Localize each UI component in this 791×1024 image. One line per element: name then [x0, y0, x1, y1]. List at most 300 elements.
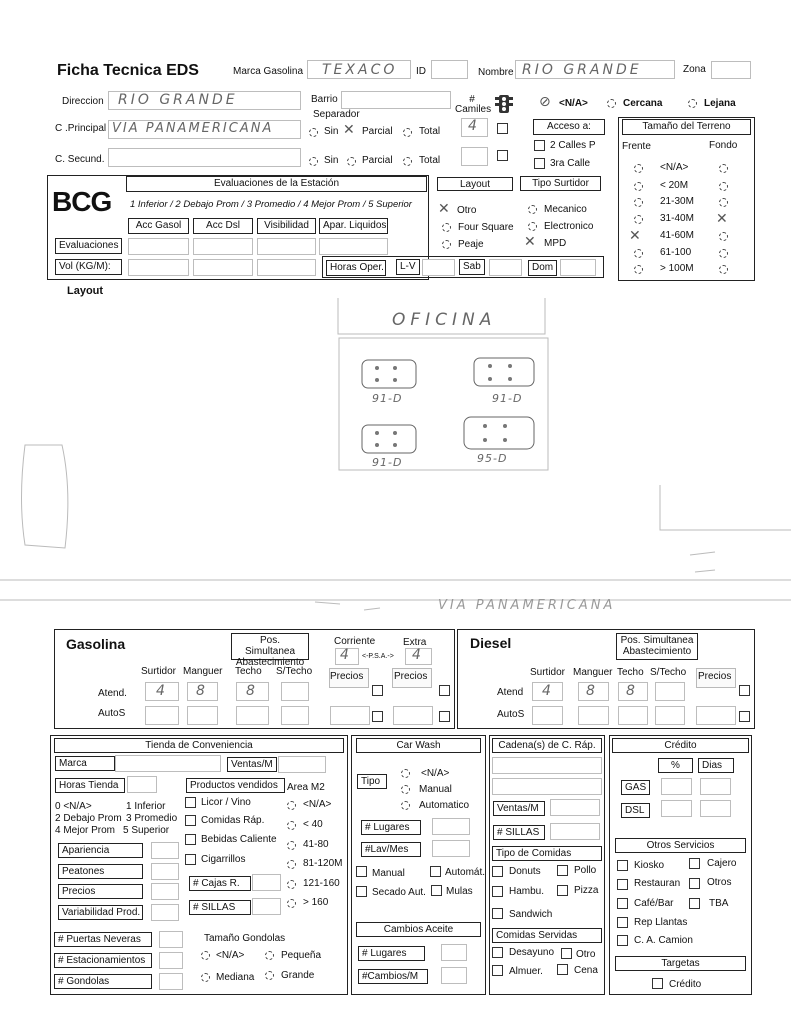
eval-apar-field[interactable] — [319, 238, 388, 255]
carwash-lugares-label: # Lugares — [361, 820, 421, 835]
tienda-sillas-field[interactable] — [252, 898, 281, 915]
producto-label-0: Licor / Vino — [201, 797, 251, 808]
horas-label: Horas Oper. — [326, 260, 386, 276]
scale-4: 4 Mejor Prom — [55, 825, 116, 836]
carwash-lav-label: #Lav/Mes — [361, 842, 421, 857]
psa-label: <-P.S.A.-> — [362, 653, 394, 660]
otros-title: Otros Servicios — [615, 838, 746, 853]
vol-acc-dsl-field[interactable] — [193, 259, 253, 276]
sab-label: Sab — [459, 259, 485, 275]
horas-tienda-label: Horas Tienda — [55, 778, 125, 793]
area-radio-0[interactable] — [287, 801, 296, 810]
tercera-check[interactable] — [534, 158, 545, 169]
cw-mulas-check[interactable] — [431, 885, 442, 896]
barrio-field[interactable] — [341, 91, 451, 109]
g-precios-extra-check[interactable] — [439, 685, 450, 696]
carwash-tipo-label: Tipo — [357, 774, 387, 789]
area-radio-5[interactable] — [287, 899, 296, 908]
cw-auto-label: Automát. — [445, 867, 486, 878]
frente-radio-6[interactable] — [634, 265, 643, 274]
na-mark[interactable]: ⊘ — [539, 94, 551, 110]
cw-manual-check[interactable] — [356, 866, 367, 877]
frente-radio-1[interactable] — [634, 182, 643, 191]
layout-title: Layout — [437, 177, 513, 191]
hambu-check[interactable] — [492, 886, 503, 897]
pump-3-label: 91-D — [372, 456, 403, 469]
pump-4-label: 95-D — [477, 452, 508, 465]
d-atend-manguer-value: 8 — [586, 683, 598, 699]
g-col-techo: Techo — [235, 666, 262, 677]
cw-manual-label: Manual — [372, 868, 405, 879]
secund-camiles-check[interactable] — [497, 150, 508, 161]
eval-acc-dsl-field[interactable] — [193, 238, 253, 255]
na-label: <N/A> — [559, 98, 588, 109]
pizza-check[interactable] — [557, 885, 568, 896]
evaluaciones-scale: 1 Inferior / 2 Debajo Prom / 3 Promedio / 4 Mejor Prom / 5 Superior — [130, 199, 412, 210]
d-col-manguer: Manguer — [573, 667, 613, 678]
principal-total-radio[interactable] — [403, 128, 412, 137]
area-label-3: 81-120M — [303, 858, 343, 869]
principal-sin-radio[interactable] — [309, 128, 318, 137]
credito-gas-pct[interactable] — [661, 778, 692, 795]
layout-otro-mark[interactable]: ✕ — [438, 201, 450, 217]
g-col-stecho: S/Techo — [276, 666, 313, 677]
area-radio-2[interactable] — [287, 841, 296, 850]
separador-label: Separador — [313, 109, 360, 120]
layout-four-label: Four Square — [458, 222, 514, 233]
scale-2: 2 Debajo Prom — [55, 813, 122, 824]
gasolina-pos-label: Pos. Simultanea Abastecimiento — [231, 633, 309, 660]
tienda-eval-field-1[interactable] — [151, 863, 179, 880]
producto-label-2: Bebidas Caliente — [201, 834, 277, 845]
tercera-label: 3ra Calle — [550, 158, 591, 169]
donuts-check[interactable] — [492, 866, 503, 877]
credito-gas-dias[interactable] — [700, 778, 731, 795]
g-atend-surtidor-value: 4 — [156, 683, 168, 699]
pizza-label: Pizza — [574, 885, 599, 896]
id-field[interactable] — [431, 60, 468, 79]
otros-label-3: Otros — [707, 877, 732, 888]
terreno-option-1: < 20M — [660, 180, 689, 191]
oficina-label: OFICINA — [392, 310, 497, 330]
tienda-eval-label-0: Apariencia — [58, 843, 143, 858]
carwash-na-label: <N/A> — [421, 768, 450, 779]
cena-check[interactable] — [557, 964, 568, 975]
otros-label-2: Restauran — [634, 878, 681, 889]
sandwich-label: Sandwich — [509, 909, 553, 920]
cadenas-title: Cadena(s) de C. Ráp. — [492, 738, 602, 753]
dom-label: Dom — [528, 260, 557, 276]
calles-check[interactable] — [534, 140, 545, 151]
scale-3: 3 Promedio — [126, 813, 178, 824]
cw-auto-check[interactable] — [430, 866, 441, 877]
sab-field[interactable] — [489, 259, 522, 276]
cadenas-sillas-field[interactable] — [550, 823, 600, 840]
fondo-radio-2[interactable] — [719, 198, 728, 207]
bcg-logo: BCG — [52, 186, 112, 217]
tienda-eval-label-3: Variabilidad Prod. — [58, 905, 143, 920]
principal-value: VIA PANAMERICANA — [112, 121, 274, 136]
principal-parcial-label: Parcial — [362, 126, 393, 137]
g-atend-techo-value: 8 — [246, 683, 258, 699]
area-label-4: 121-160 — [303, 878, 340, 889]
producto-label-1: Comidas Ráp. — [201, 815, 265, 826]
aceite-lugares-field[interactable] — [441, 944, 467, 961]
fondo-label: Fondo — [709, 140, 738, 151]
corriente-label: Corriente — [334, 636, 376, 647]
id-label: ID — [416, 66, 426, 77]
fondo-mark-3[interactable]: ✕ — [716, 211, 728, 227]
tienda-count-label-0: # Puertas Neveras — [54, 932, 152, 947]
aceite-lugares-label: # Lugares — [358, 946, 425, 961]
d-col-techo: Techo — [617, 667, 644, 678]
g-atend-label: Atend. — [98, 688, 127, 699]
otros-label-4: Café/Bar — [634, 898, 674, 909]
eval-acc-gasol-field[interactable] — [128, 238, 189, 255]
almuer-check[interactable] — [492, 965, 503, 976]
layout-otro-label: Otro — [457, 205, 477, 216]
d-autos-stecho[interactable] — [655, 706, 685, 725]
d-precios-label: Precios — [698, 671, 732, 682]
cercana-label: Cercana — [623, 98, 663, 109]
frente-radio-2[interactable] — [634, 198, 643, 207]
carwash-auto-radio[interactable] — [401, 801, 410, 810]
traffic-light-icon — [495, 94, 513, 114]
secund-parcial-label: Parcial — [362, 155, 393, 166]
surtidor-electronico-radio[interactable] — [528, 222, 537, 231]
camiles-value: 4 — [468, 118, 480, 134]
area-radio-4[interactable] — [287, 880, 296, 889]
fondo-radio-0[interactable] — [719, 164, 728, 173]
fondo-radio-4[interactable] — [719, 232, 728, 241]
g-col-manguer: Manguer — [183, 666, 223, 677]
secund-camiles-field[interactable] — [461, 147, 488, 166]
terreno-option-2: 21-30M — [660, 196, 694, 207]
direccion-value: RIO GRANDE — [118, 92, 238, 108]
frente-radio-0[interactable] — [634, 164, 643, 173]
layout-four-radio[interactable] — [442, 223, 451, 232]
credito-dias-label: Dias — [698, 758, 734, 773]
scale-5: 5 Superior — [123, 825, 170, 836]
tipo-comidas-label: Tipo de Comidas — [492, 846, 602, 861]
producto-label-3: Cigarrillos — [201, 854, 246, 865]
carwash-auto-label: Automatico — [419, 800, 470, 811]
lejana-label: Lejana — [704, 98, 736, 109]
gondola-mediana-label: Mediana — [216, 972, 255, 983]
g-autos-check-1[interactable] — [372, 711, 383, 722]
surtidor-mecanico-label: Mecanico — [544, 204, 587, 215]
credito-card-check[interactable] — [652, 978, 663, 989]
otros-label-7: C. A. Camion — [634, 935, 693, 946]
g-autos-techo[interactable] — [236, 706, 269, 725]
fondo-radio-6[interactable] — [719, 265, 728, 274]
barrio-label: Barrio — [311, 94, 338, 105]
producto-check-0[interactable] — [185, 797, 196, 808]
frente-radio-3[interactable] — [634, 215, 643, 224]
terreno-title: Tamaño del Terreno — [622, 119, 751, 135]
aceite-title: Cambios Aceite — [356, 922, 481, 937]
layout-peaje-radio[interactable] — [442, 240, 451, 249]
g-autos-check-2[interactable] — [439, 711, 450, 722]
surtidor-electronico-label: Electronico — [544, 221, 594, 232]
horas-tienda-field[interactable] — [127, 776, 157, 793]
carwash-title: Car Wash — [356, 738, 481, 753]
producto-check-2[interactable] — [185, 834, 196, 845]
nombre-label: Nombre — [478, 67, 514, 78]
acceso-label: Acceso a: — [533, 119, 605, 135]
otro-check[interactable] — [561, 948, 572, 959]
col-apar-liquidos: Apar. Liquidos — [319, 218, 388, 234]
terreno-option-3: 31-40M — [660, 213, 694, 224]
marca-gasolina-value: TEXACO — [322, 62, 398, 78]
otros-check-6[interactable] — [617, 917, 628, 928]
otros-label-0: Kiosko — [634, 860, 665, 871]
tienda-count-label-2: # Gondolas — [54, 974, 152, 989]
sandwich-check[interactable] — [492, 908, 503, 919]
row-evaluaciones: Evaluaciones — [55, 238, 122, 254]
d-autos-label: AutoS — [497, 709, 525, 720]
g-autos-label: AutoS — [98, 708, 126, 719]
dom-field[interactable] — [560, 259, 596, 276]
diesel-title: Diesel — [470, 635, 512, 651]
tienda-eval-field-0[interactable] — [151, 842, 179, 859]
credito-pct-label: % — [658, 758, 693, 773]
camiles-label: # Camiles — [455, 94, 492, 115]
almuer-label: Almuer. — [509, 966, 543, 977]
carwash-na-radio[interactable] — [401, 769, 410, 778]
d-col-surtidor: Surtidor — [530, 667, 566, 678]
scale-0: 0 <N/A> — [55, 801, 92, 812]
cw-mulas-label: Mulas — [446, 886, 473, 897]
otros-check-4[interactable] — [617, 898, 628, 909]
servidas-label: Comidas Servidas — [492, 928, 602, 943]
pump-2-label: 91-D — [492, 392, 523, 405]
surtidor-mpd-label: MPD — [544, 238, 567, 249]
vol-acc-gasol-field[interactable] — [128, 259, 189, 276]
tienda-eval-label-1: Peatones — [58, 864, 143, 879]
d-autos-manguer[interactable] — [578, 706, 609, 725]
gondola-na-radio[interactable] — [201, 951, 210, 960]
hambu-label: Hambu. — [509, 886, 545, 897]
credito-dsl-label: DSL — [621, 803, 650, 818]
zona-label: Zona — [683, 64, 706, 75]
terreno-option-5: 61-100 — [660, 247, 692, 258]
area-label: Area M2 — [287, 782, 325, 793]
gondolas-title: Tamaño Gondolas — [204, 933, 286, 944]
corriente-value: 4 — [340, 647, 352, 663]
fondo-radio-5[interactable] — [719, 249, 728, 258]
tienda-ventas-label: Ventas/M — [227, 757, 277, 772]
area-label-5: > 160 — [303, 897, 329, 908]
principal-parcial-mark[interactable]: ✕ — [343, 122, 355, 138]
aceite-cambios-field[interactable] — [441, 967, 467, 984]
eval-visibilidad-field[interactable] — [257, 238, 316, 255]
cadenas-name-field-2[interactable] — [492, 778, 602, 795]
d-col-stecho: S/Techo — [650, 667, 687, 678]
d-autos-check[interactable] — [739, 711, 750, 722]
area-label-0: <N/A> — [303, 799, 332, 810]
cena-label: Cena — [574, 965, 598, 976]
carwash-lugares-field[interactable] — [432, 818, 470, 835]
tienda-eval-field-2[interactable] — [151, 883, 179, 900]
col-acc-dsl: Acc Dsl — [193, 218, 253, 234]
gondola-mediana-radio[interactable] — [201, 973, 210, 982]
principal-total-label: Total — [419, 126, 441, 137]
gondola-grande-label: Grande — [281, 970, 315, 981]
surtidor-title: Tipo Surtidor — [520, 176, 601, 191]
lv-label: L-V — [396, 259, 420, 275]
lejana-radio[interactable] — [688, 99, 697, 108]
d-autos-precio[interactable] — [696, 706, 736, 725]
d-atend-stecho[interactable] — [655, 682, 685, 701]
scale-1: 1 Inferior — [126, 801, 166, 812]
area-label-2: 41-80 — [303, 839, 329, 850]
tienda-count-field-2[interactable] — [159, 973, 183, 990]
otros-check-7[interactable] — [617, 935, 628, 946]
d-autos-surtidor[interactable] — [532, 706, 563, 725]
secund-sin-radio[interactable] — [309, 157, 318, 166]
tienda-marca-field[interactable] — [115, 755, 221, 772]
g-atend-stecho[interactable] — [281, 682, 309, 701]
secund-field[interactable] — [108, 148, 301, 167]
nombre-value: RIO GRANDE — [522, 62, 642, 78]
g-autos-precio-1[interactable] — [330, 706, 370, 725]
d-autos-techo[interactable] — [618, 706, 648, 725]
extra-label: Extra — [403, 637, 427, 648]
g-autos-surtidor[interactable] — [145, 706, 179, 725]
desayuno-check[interactable] — [492, 947, 503, 958]
tienda-title: Tienda de Conveniencia — [54, 738, 344, 753]
gondola-pequena-label: Pequeña — [281, 950, 322, 961]
area-label-1: < 40 — [303, 819, 323, 830]
secund-total-radio[interactable] — [403, 157, 412, 166]
lv-field[interactable] — [422, 259, 455, 276]
frente-radio-5[interactable] — [634, 249, 643, 258]
tienda-marca-label: Marca — [55, 756, 115, 771]
carwash-lav-field[interactable] — [432, 840, 470, 857]
productos-label: Productos vendidos — [186, 778, 285, 793]
secund-parcial-radio[interactable] — [347, 157, 356, 166]
pollo-label: Pollo — [574, 865, 597, 876]
tienda-eval-field-3[interactable] — [151, 904, 179, 921]
cadenas-ventas-field[interactable] — [550, 799, 600, 816]
terreno-option-4: 41-60M — [660, 230, 694, 241]
vol-visibilidad-field[interactable] — [257, 259, 316, 276]
credito-dsl-pct[interactable] — [661, 800, 692, 817]
tienda-ventas-field[interactable] — [278, 756, 326, 773]
g-autos-precio-2[interactable] — [393, 706, 433, 725]
d-atend-surtidor-value: 4 — [542, 683, 554, 699]
donuts-label: Donuts — [509, 866, 541, 877]
pollo-check[interactable] — [557, 865, 568, 876]
otros-label-1: Cajero — [707, 858, 737, 869]
g-precios-corriente-check[interactable] — [372, 685, 383, 696]
otros-check-3[interactable] — [689, 878, 700, 889]
secund-sin-label: Sin — [324, 155, 339, 166]
otros-check-5[interactable] — [689, 898, 700, 909]
credito-title: Crédito — [612, 738, 749, 753]
surtidor-mecanico-radio[interactable] — [528, 205, 537, 214]
otros-check-2[interactable] — [617, 879, 628, 890]
producto-check-1[interactable] — [185, 815, 196, 826]
area-radio-3[interactable] — [287, 860, 296, 869]
cw-secado-check[interactable] — [356, 886, 367, 897]
principal-sin-label: Sin — [324, 126, 339, 137]
pump-1-label: 91-D — [372, 392, 403, 405]
credito-dsl-dias[interactable] — [700, 800, 731, 817]
g-precios-label-1: Precios — [330, 671, 364, 682]
diesel-pos-label: Pos. Simultanea Abastecimiento — [616, 633, 698, 660]
terreno-option-6: > 100M — [660, 263, 694, 274]
tienda-count-field-0[interactable] — [159, 931, 183, 948]
layout-section-label: Layout — [67, 285, 104, 297]
carwash-manual-radio[interactable] — [401, 785, 410, 794]
otros-check-1[interactable] — [689, 858, 700, 869]
d-atend-label: Atend — [497, 687, 524, 698]
area-radio-1[interactable] — [287, 821, 296, 830]
desayuno-label: Desayuno — [509, 947, 555, 958]
tienda-count-label-1: # Estacionamientos — [54, 953, 152, 968]
page-title: Ficha Tecnica EDS — [57, 62, 199, 79]
cadenas-ventas-label: Ventas/M — [493, 801, 545, 816]
cadenas-name-field[interactable] — [492, 757, 602, 774]
otros-label-5: TBA — [709, 898, 729, 909]
fondo-radio-1[interactable] — [719, 182, 728, 191]
otros-check-0[interactable] — [617, 860, 628, 871]
carwash-manual-label: Manual — [419, 784, 452, 795]
d-atend-techo-value: 8 — [626, 683, 638, 699]
calles-label: 2 Calles P — [550, 140, 596, 151]
cadenas-sillas-label: # SILLAS — [493, 825, 545, 840]
layout-peaje-label: Peaje — [458, 239, 484, 250]
direccion-label: Direccion — [62, 96, 104, 107]
camiles-check[interactable] — [497, 123, 508, 134]
g-precios-label-2: Precios — [394, 671, 428, 682]
producto-check-3[interactable] — [185, 854, 196, 865]
frente-mark-4[interactable]: ✕ — [629, 228, 641, 244]
secund-total-label: Total — [419, 155, 441, 166]
surtidor-mpd-mark[interactable]: ✕ — [524, 234, 536, 250]
otro-label: Otro — [576, 949, 596, 960]
g-autos-manguer[interactable] — [187, 706, 218, 725]
credito-card-label: Crédito — [669, 979, 702, 990]
principal-label: C .Principal — [55, 123, 107, 134]
cercana-radio[interactable] — [607, 99, 616, 108]
tarjetas-title: Targetas — [615, 956, 746, 971]
evaluaciones-title: Evaluaciones de la Estación — [126, 176, 427, 192]
cw-secado-label: Secado Aut. — [372, 887, 426, 898]
marca-gasolina-label: Marca Gasolina — [233, 66, 304, 77]
g-atend-manguer-value: 8 — [196, 683, 208, 699]
terreno-option-0: <N/A> — [660, 162, 689, 173]
tienda-count-field-1[interactable] — [159, 952, 183, 969]
g-autos-stecho[interactable] — [281, 706, 309, 725]
col-visibilidad: Visibilidad — [257, 218, 316, 234]
cajas-field[interactable] — [252, 874, 281, 891]
otros-label-6: Rep Llantas — [634, 917, 688, 928]
secund-label: C. Secund. — [55, 154, 105, 165]
zona-field[interactable] — [711, 61, 751, 79]
tienda-eval-label-2: Precios — [58, 884, 143, 899]
extra-value: 4 — [412, 647, 424, 663]
col-acc-gasol: Acc Gasol — [128, 218, 189, 234]
aceite-cambios-label: #Cambios/M — [358, 969, 428, 984]
gondola-grande-radio[interactable] — [265, 971, 274, 980]
gondola-pequena-radio[interactable] — [265, 951, 274, 960]
d-precios-check[interactable] — [739, 685, 750, 696]
credito-gas-label: GAS — [621, 780, 650, 795]
tienda-sillas-label: # SILLAS — [189, 900, 251, 915]
